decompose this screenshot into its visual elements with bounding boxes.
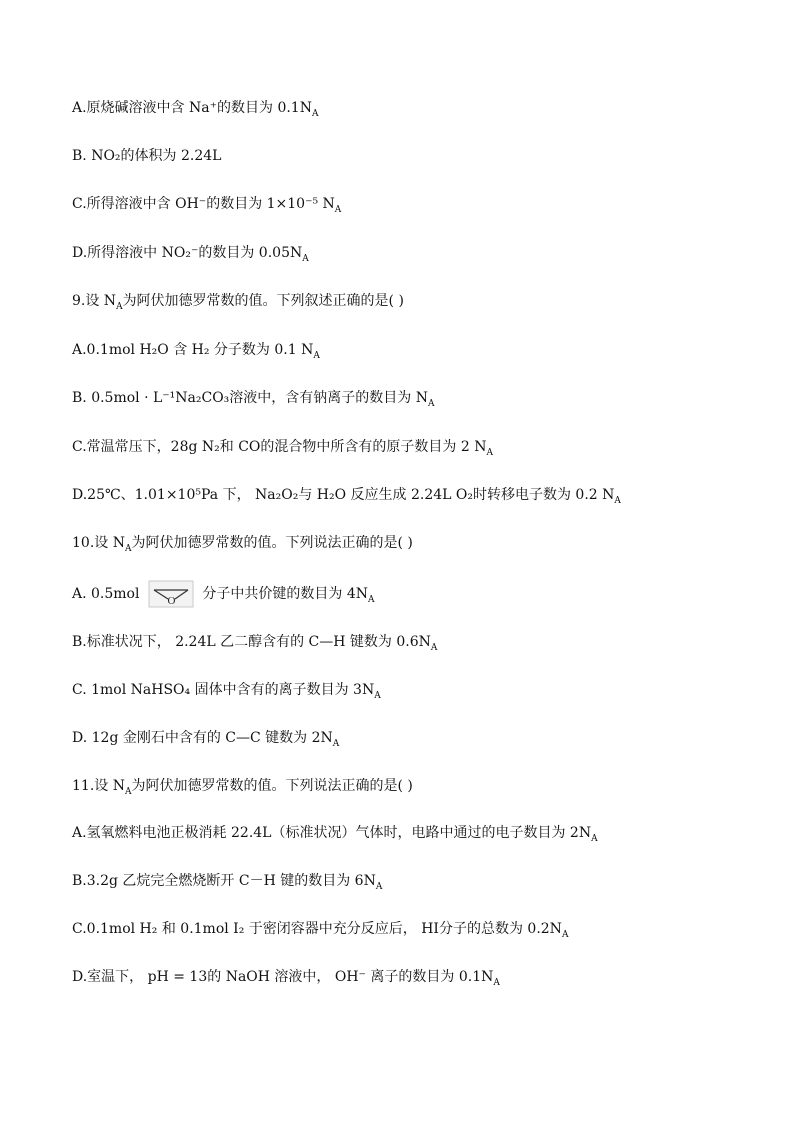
question-9-stem: 9.设 $N_A$为阿伏加德罗常数的值。下列叙述正确的是( ) <box>72 293 404 312</box>
option-8d: D.所得溶液中 NO₂⁻的数目为 $0.05N_A$ <box>72 245 309 264</box>
ethylene-oxide-structure-icon <box>148 580 194 608</box>
option-8c: C.所得溶液中含 OH⁻的数目为 1×10⁻⁵ $N_A$ <box>72 196 342 215</box>
option-11a: A.氢氧燃料电池正极消耗 22.4L（标准状况）气体时，电路中通过的电子数目为 $2N_A$ <box>72 825 598 844</box>
svg-text:O: O <box>167 595 176 607</box>
option-8b: B. NO₂的体积为 2.24L <box>72 148 222 164</box>
option-9b: B. 0.5mol · L⁻¹Na₂CO₃溶液中，含有钠离子的数目为 $N_A$ <box>72 390 435 409</box>
option-10b: B.标准状况下， 2.24L 乙二醇含有的 C—H 键数为 $0.6N_A$ <box>72 634 438 653</box>
option-9c: C.常温常压下，28g N₂和 CO的混合物中所含有的原子数目为 2 $N_A$ <box>72 439 493 458</box>
option-9a: A.0.1mol H₂O 含 H₂ 分子数为 0.1 $N_A$ <box>72 342 320 361</box>
question-11-stem: 11.设 $N_A$为阿伏加德罗常数的值。下列说法正确的是( ) <box>72 778 413 797</box>
option-11c: C.0.1mol H₂ 和 0.1mol I₂ 于密闭容器中充分反应后， HI分子的总数为 $0.2N_A$ <box>72 921 569 940</box>
option-10a: A. 0.5mol O 分子中共价键的数目为 $4N_A$ <box>72 580 374 608</box>
question-10-stem: 10.设 $N_A$为阿伏加德罗常数的值。下列说法正确的是( ) <box>72 535 413 554</box>
option-9d: D.25℃、1.01×10⁵Pa 下， Na₂O₂与 H₂O 反应生成 2.24L O₂时转移电子数为 0.2 $N_A$ <box>72 487 621 506</box>
option-11d: D.室温下， pH = 13的 NaOH 溶液中， OH⁻ 离子的数目为 $0.1N_A$ <box>72 969 500 988</box>
option-10c: C. 1mol NaHSO₄ 固体中含有的离子数目为 $3N_A$ <box>72 682 381 701</box>
option-10d: D. 12g 金刚石中含有的 C—C 键数为 $2N_A$ <box>72 730 340 749</box>
option-8a: A.原烧碱溶液中含 Na⁺的数目为 $0.1N_A$ <box>72 100 319 119</box>
option-11b: B.3.2g 乙烷完全燃烧断开 C－H 键的数目为 $6N_A$ <box>72 873 383 892</box>
